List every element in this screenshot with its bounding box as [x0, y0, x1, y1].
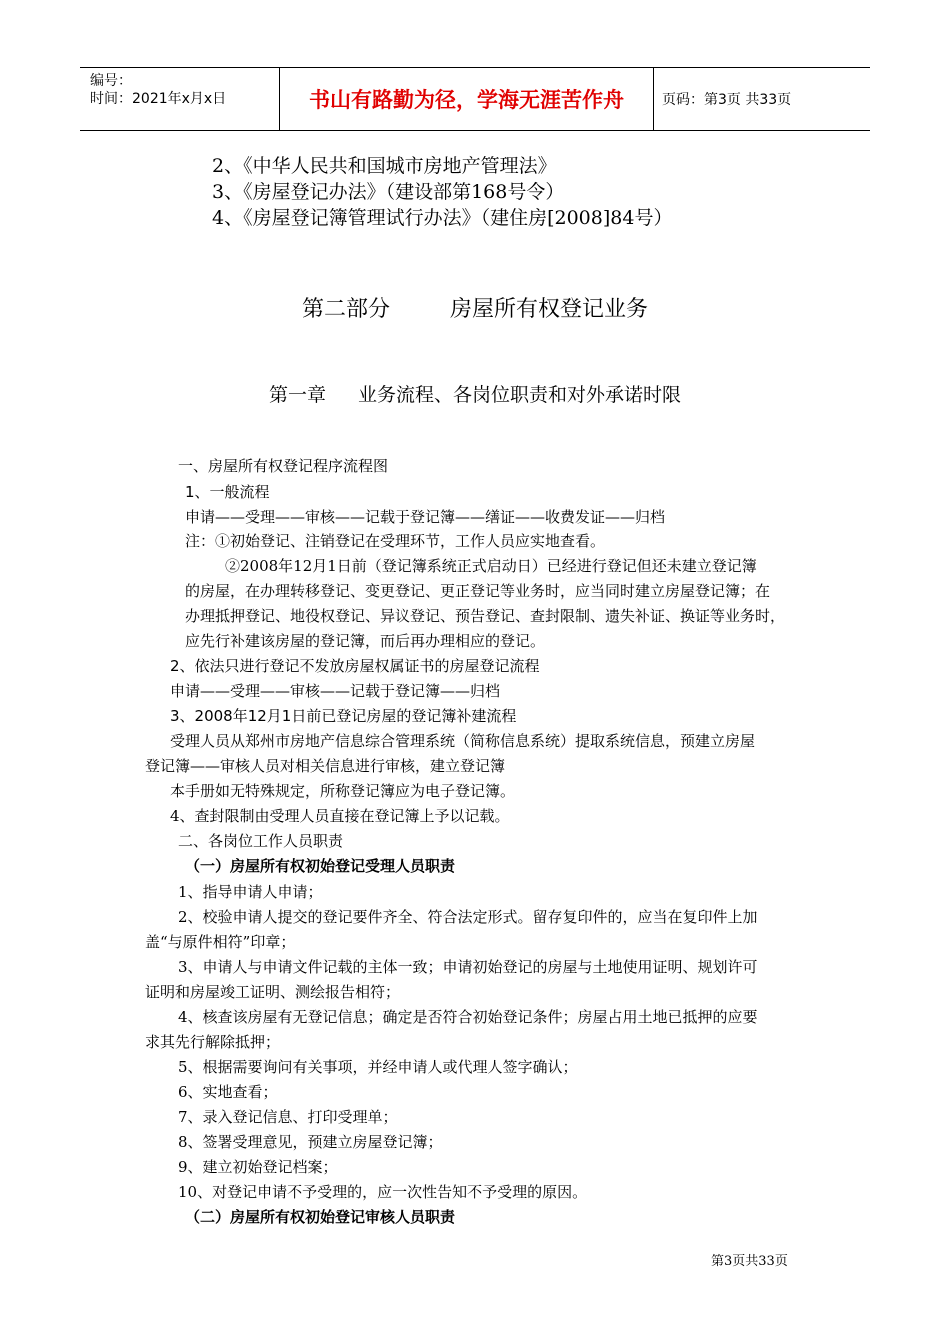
duty-item: 7、录入登记信息、打印受理单；	[178, 1108, 398, 1126]
subsection-heading: 2、依法只进行登记不发放房屋权属证书的房屋登记流程	[170, 657, 540, 675]
law-item: 3、《房屋登记办法》（建设部第168号令）	[212, 181, 565, 203]
note-line: 应先行补建该房屋的登记簿，而后再办理相应的登记。	[185, 632, 546, 650]
subsection-heading: （二）房屋所有权初始登记审核人员职责	[185, 1208, 456, 1226]
paragraph-line: 4、查封限制由受理人员直接在登记簿上予以记载。	[170, 807, 510, 825]
paragraph-line: 受理人员从郑州市房地产信息综合管理系统（简称信息系统）提取系统信息，预建立房屋	[170, 732, 756, 750]
page-header	[80, 67, 870, 131]
duty-item: 证明和房屋竣工证明、测绘报告相符；	[145, 983, 401, 1001]
part-number: 第二部分	[301, 297, 390, 322]
duty-item: 5、根据需要询问有关事项，并经申请人或代理人签字确认；	[178, 1058, 578, 1076]
page-label: 页码：第3页 共33页	[662, 92, 792, 108]
flow-text: 申请——受理——审核——记载于登记簿——归档	[170, 682, 501, 700]
chapter-number: 第一章	[268, 384, 326, 406]
note-line: 注：①初始登记、注销登记在受理环节，工作人员应实地查看。	[185, 532, 606, 550]
paragraph-line: 登记簿——审核人员对相关信息进行审核，建立登记簿	[145, 757, 506, 775]
chapter-name: 业务流程、各岗位职责和对外承诺时限	[358, 384, 682, 406]
duty-item: 盖“与原件相符”印章；	[145, 933, 296, 951]
note-line: ②2008年12月1日前（登记簿系统正式启动日）已经进行登记但还未建立登记簿	[225, 557, 757, 575]
part-title	[0, 292, 950, 323]
duty-item: 4、核查该房屋有无登记信息；确定是否符合初始登记条件；房屋占用土地已抵押的应要	[178, 1008, 758, 1026]
page-footer: 第3页共33页	[711, 1254, 788, 1269]
duty-item: 9、建立初始登记档案；	[178, 1158, 338, 1176]
subsection-heading: 3、2008年12月1日前已登记房屋的登记簿补建流程	[170, 707, 517, 725]
header-meta	[80, 68, 280, 130]
part-name: 房屋所有权登记业务	[450, 297, 649, 322]
date-label: 时间：2021年x月x日	[90, 91, 227, 107]
paragraph-line: 本手册如无特殊规定，所称登记簿应为电子登记簿。	[170, 782, 516, 800]
section-heading: 二、各岗位工作人员职责	[178, 832, 344, 850]
note-line: 办理抵押登记、地役权登记、异议登记、预告登记、查封限制、遗失补证、换证等业务时，	[185, 607, 786, 625]
law-item: 4、《房屋登记簿管理试行办法》（建住房[2008]84号）	[212, 207, 673, 229]
chapter-title	[0, 380, 950, 407]
duty-item: 10、对登记申请不予受理的，应一次性告知不予受理的原因。	[178, 1183, 588, 1201]
subsection-heading: 1、一般流程	[185, 483, 270, 501]
flow-text: 申请——受理——审核——记载于登记簿——缮证——收费发证——归档	[185, 508, 666, 526]
duty-item: 6、实地查看；	[178, 1083, 278, 1101]
section-heading: 一、房屋所有权登记程序流程图	[178, 457, 389, 475]
duty-item: 8、签署受理意见，预建立房屋登记簿；	[178, 1133, 443, 1151]
number-label: 编号：	[90, 73, 132, 89]
motto: 书山有路勤为径，学海无涯苦作舟	[280, 68, 654, 130]
duty-item: 1、指导申请人申请；	[178, 883, 323, 901]
subsection-heading: （一）房屋所有权初始登记受理人员职责	[185, 857, 456, 875]
duty-item: 求其先行解除抵押；	[145, 1033, 281, 1051]
duty-item: 2、校验申请人提交的登记要件齐全、符合法定形式。留存复印件的，应当在复印件上加	[178, 908, 758, 926]
note-line: 的房屋，在办理转移登记、变更登记、更正登记等业务时，应当同时建立房屋登记簿；在	[185, 582, 771, 600]
duty-item: 3、申请人与申请文件记载的主体一致；申请初始登记的房屋与土地使用证明、规划许可	[178, 958, 758, 976]
law-item: 2、《中华人民共和国城市房地产管理法》	[212, 155, 557, 177]
